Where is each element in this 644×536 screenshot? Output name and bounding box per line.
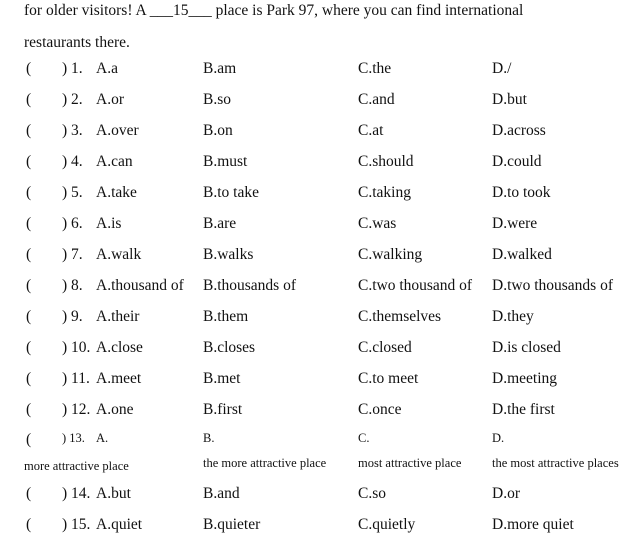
question-number: ) 10. [62, 339, 91, 356]
option-c: C.should [358, 153, 414, 170]
option-d: D./ [492, 60, 512, 77]
option-b: B.are [203, 215, 237, 232]
option-d-text: the most attractive places [492, 456, 619, 470]
question-row-8 [0, 277, 644, 307]
passage-line-2: restaurants there. [24, 34, 130, 51]
question-number: ) 12. [62, 401, 91, 418]
option-b: B.must [203, 153, 248, 170]
option-a: A.one [96, 401, 134, 418]
option-d: D. [492, 431, 505, 445]
option-c: C.so [358, 485, 386, 502]
option-c: C.taking [358, 184, 411, 201]
question-row-2 [0, 91, 644, 121]
option-c: C.at [358, 122, 384, 139]
answer-paren: ( [26, 277, 32, 294]
question-number: ) 4. [62, 153, 83, 170]
option-a: A.take [96, 184, 137, 201]
option-b: B.thousands of [203, 277, 296, 294]
question-number: ) 3. [62, 122, 83, 139]
option-d: D.to took [492, 184, 551, 201]
option-d: D.two thousands of [492, 277, 613, 294]
answer-paren: ( [26, 246, 32, 263]
question-row-15 [0, 516, 644, 536]
option-c: C.two thousand of [358, 277, 473, 294]
option-c: C.the [358, 60, 392, 77]
option-d: D.but [492, 91, 527, 108]
question-number: ) 13. [62, 431, 85, 445]
option-c-text: most attractive place [358, 456, 462, 470]
answer-paren: ( [26, 431, 32, 448]
answer-paren: ( [26, 339, 32, 356]
option-a-text: more attractive place [24, 459, 129, 473]
option-a: A.is [96, 215, 122, 232]
option-b: B.them [203, 308, 249, 325]
question-row-6 [0, 215, 644, 245]
option-c: C. [358, 431, 370, 445]
option-d: D.across [492, 122, 546, 139]
question-number: ) 2. [62, 91, 83, 108]
option-a: A.over [96, 122, 139, 139]
answer-paren: ( [26, 60, 32, 77]
option-c: C.to meet [358, 370, 419, 387]
option-b: B.first [203, 401, 243, 418]
answer-paren: ( [26, 485, 32, 502]
answer-paren: ( [26, 516, 32, 533]
question-row-1 [0, 60, 644, 90]
option-a: A.but [96, 485, 131, 502]
option-b: B.and [203, 485, 240, 502]
option-a: A.their [96, 308, 140, 325]
option-a: A.or [96, 91, 124, 108]
option-c: C.walking [358, 246, 423, 263]
option-b: B. [203, 431, 215, 445]
option-d: D.could [492, 153, 542, 170]
answer-paren: ( [26, 153, 32, 170]
option-a: A.meet [96, 370, 142, 387]
question-row-3 [0, 122, 644, 152]
option-d: D.the first [492, 401, 555, 418]
option-b-text: the more attractive place [203, 456, 327, 470]
option-b: B.so [203, 91, 231, 108]
option-d: D.is closed [492, 339, 561, 356]
option-a: A.close [96, 339, 143, 356]
question-row-12 [0, 401, 644, 431]
option-b: B.closes [203, 339, 256, 356]
option-c: C.closed [358, 339, 412, 356]
question-number: ) 15. [62, 516, 91, 533]
option-c: C.quietly [358, 516, 416, 533]
option-d: D.meeting [492, 370, 557, 387]
option-c: C.once [358, 401, 402, 418]
option-b: B.met [203, 370, 241, 387]
option-a: A. [96, 431, 109, 445]
answer-paren: ( [26, 184, 32, 201]
question-row-11 [0, 370, 644, 400]
option-c: C.and [358, 91, 395, 108]
question-number: ) 6. [62, 215, 83, 232]
question-number: ) 7. [62, 246, 83, 263]
option-a: A.a [96, 60, 118, 77]
answer-paren: ( [26, 401, 32, 418]
question-row-9 [0, 308, 644, 338]
option-d: D.walked [492, 246, 552, 263]
passage-line-1: for older visitors! A ___15___ place is Park 97, where you can find international [24, 2, 524, 19]
question-number: ) 5. [62, 184, 83, 201]
question-number: ) 8. [62, 277, 83, 294]
answer-paren: ( [26, 370, 32, 387]
option-d: D.they [492, 308, 534, 325]
question-number: ) 9. [62, 308, 83, 325]
answer-paren: ( [26, 308, 32, 325]
option-b: B.quieter [203, 516, 261, 533]
option-a: A.can [96, 153, 133, 170]
option-b: B.to take [203, 184, 259, 201]
option-b: B.am [203, 60, 237, 77]
answer-paren: ( [26, 122, 32, 139]
answer-paren: ( [26, 215, 32, 232]
question-row-7 [0, 246, 644, 276]
question-row-10 [0, 339, 644, 369]
answer-paren: ( [26, 91, 32, 108]
option-c: C.was [358, 215, 397, 232]
option-b: B.walks [203, 246, 254, 263]
option-a: A.quiet [96, 516, 143, 533]
option-d: D.were [492, 215, 538, 232]
option-a: A.thousand of [96, 277, 184, 294]
option-d: D.more quiet [492, 516, 574, 533]
option-b: B.on [203, 122, 233, 139]
question-row-13 [0, 431, 644, 475]
question-number: ) 14. [62, 485, 91, 502]
question-row-14 [0, 485, 644, 515]
question-number: ) 11. [62, 370, 90, 387]
option-a: A.walk [96, 246, 142, 263]
question-row-5 [0, 184, 644, 214]
question-number: ) 1. [62, 60, 83, 77]
option-c: C.themselves [358, 308, 442, 325]
question-row-4 [0, 153, 644, 183]
option-d: D.or [492, 485, 520, 502]
